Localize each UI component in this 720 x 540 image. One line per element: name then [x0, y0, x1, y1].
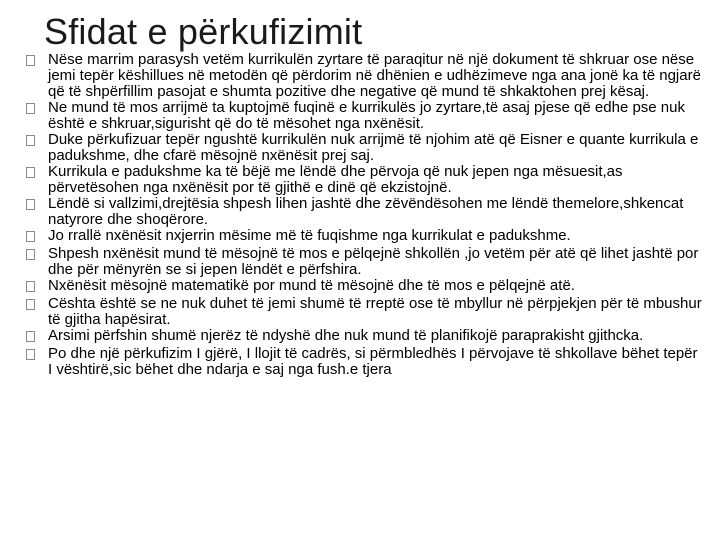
bullet-text: Shpesh nxënësit mund të mësojnë të mos e pëlqejnë shkollën ,jo vetëm për atë që lihet jashtë por dhe për mënyrën se si jepen lëndët e përfshira.	[48, 245, 699, 278]
list-item	[26, 328, 702, 346]
placeholder-box-icon	[26, 278, 48, 296]
bullet-text: Lëndë si vallzimi,drejtësia shpesh lihen jashtë dhe zëvëndësohen me lëndë themelore,shkencat natyrore dhe shoqërore.	[48, 195, 684, 228]
bullet-text: Duke përkufizuar tepër ngushtë kurrikulën nuk arrijmë të njohim atë që Eisner e quante kurrikula e padukshme, dhe cfarë mësojnë nxënësit prej saj.	[48, 131, 699, 164]
list-item	[26, 196, 702, 228]
placeholder-box-icon	[26, 100, 48, 118]
placeholder-box-icon	[26, 346, 48, 364]
bullet-text: Nëse marrim parasysh vetëm kurrikulën zyrtare të paraqitur në një dokument të shkruar ose nëse jemi tepër këshillues në metodën që përdorim në dhënien e udhëzimeve nga ana jonë ka të ngjarë që të shpërfillim pasojat e shumta pozitive dhe negative që mund të shkaktohen prej kësaj.	[48, 51, 701, 100]
placeholder-box-icon	[26, 132, 48, 150]
list-item	[26, 100, 702, 132]
slide-title: Sfidat e përkufizimit	[44, 11, 363, 52]
list-item	[26, 296, 702, 328]
placeholder-box-icon	[26, 196, 48, 214]
bullet-list	[26, 52, 702, 378]
placeholder-box-icon	[26, 164, 48, 182]
bullet-text: Nxënësit mësojnë matematikë por mund të mësojnë dhe të mos e pëlqejnë atë.	[48, 277, 575, 294]
bullet-text: Jo rrallë nxënësit nxjerrin mësime më të fuqishme nga kurrikulat e padukshme.	[48, 227, 571, 244]
list-item	[26, 246, 702, 278]
placeholder-box-icon	[26, 228, 48, 246]
list-item	[26, 164, 702, 196]
bullet-text: Kurrikula e padukshme ka të bëjë me lëndë dhe përvoja që nuk jepen nga mësuesit,as përvetësohen nga nxënësit por të gjithë e dinë që ekzistojnë.	[48, 163, 623, 196]
list-item	[26, 278, 702, 296]
bullet-text: Cështa është se ne nuk duhet të jemi shumë të rreptë ose të mbyllur në përpjekjen për të mbushur të gjitha hapësirat.	[48, 295, 702, 328]
list-item	[26, 228, 702, 246]
placeholder-box-icon	[26, 296, 48, 314]
placeholder-box-icon	[26, 328, 48, 346]
placeholder-box-icon	[26, 52, 48, 70]
list-item	[26, 346, 702, 378]
bullet-text: Po dhe një përkufizim I gjërë, I llojit të cadrës, si përmbledhës I përvojave të shkollave bëhet tepër I vështirë,sic bëhet dhe ndarja e saj nga fush.e tjera	[48, 345, 698, 378]
list-item	[26, 132, 702, 164]
placeholder-box-icon	[26, 246, 48, 264]
list-item	[26, 52, 702, 100]
bullet-text: Ne mund të mos arrijmë ta kuptojmë fuqinë e kurrikulës jo zyrtare,të asaj pjese që edhe pse nuk është e shkruar,sigurisht që do të mësohet nga nxënësit.	[48, 99, 685, 132]
bullet-text: Arsimi përfshin shumë njerëz të ndyshë dhe nuk mund të planifikojë paraprakisht gjithcka.	[48, 327, 644, 344]
